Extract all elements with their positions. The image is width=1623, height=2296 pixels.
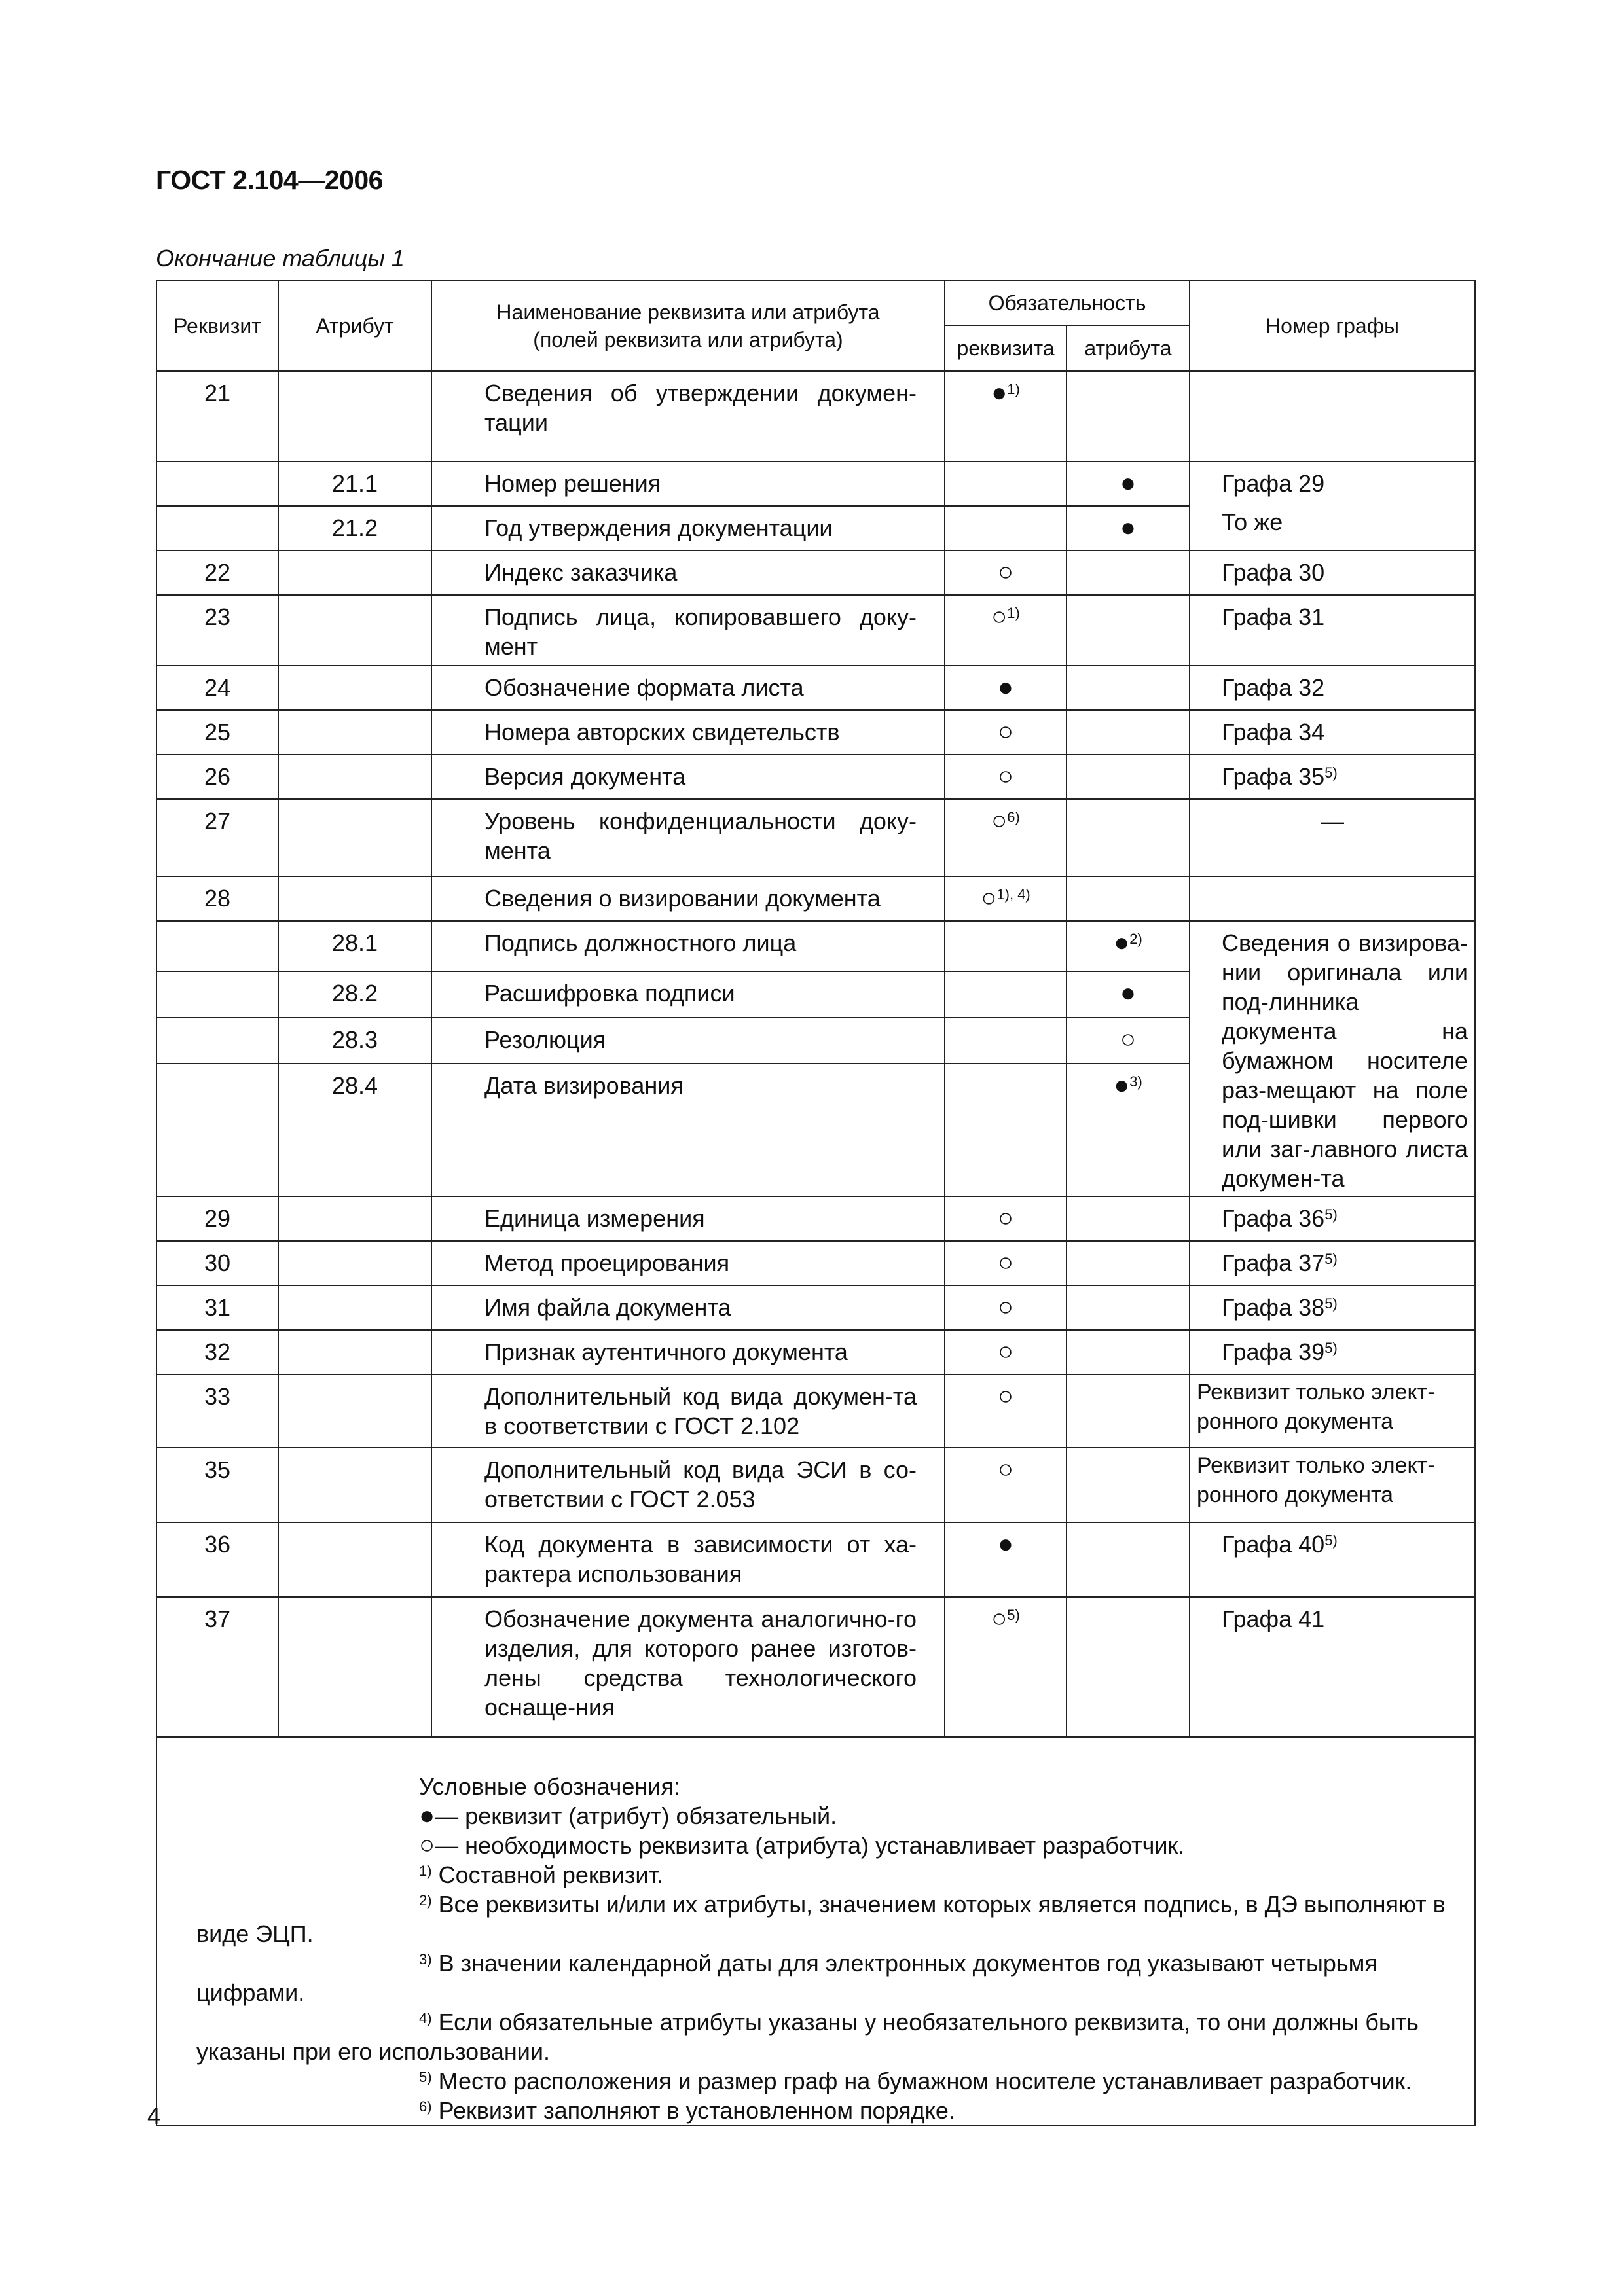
- header-obligation: Обязательность: [945, 281, 1190, 325]
- cell-name: Признак аутентичного документа: [431, 1330, 945, 1374]
- cell-graph: Реквизит только элект-ронного документа: [1190, 1374, 1475, 1448]
- legend: [156, 1737, 1475, 2126]
- cell-mark-atribut: [1067, 1241, 1190, 1285]
- cell-rekvizit: 33: [156, 1374, 278, 1448]
- cell-rekvizit: 27: [156, 799, 278, 876]
- cell-mark-rekvizit: [945, 755, 1067, 799]
- cell-mark-atribut: [1067, 550, 1190, 595]
- table-row: [156, 1330, 1475, 1374]
- cell-mark-rekvizit: [945, 1330, 1067, 1374]
- cell-name: Код документа в зависимости от ха-рактера использования: [431, 1522, 945, 1597]
- cell-mark-atribut: [1067, 1196, 1190, 1241]
- cell-mark-rekvizit: [945, 1448, 1067, 1522]
- legend-note: $^{5)}$ Место расположения и размер граф на бумажном носителе устанавливает разработчик.: [419, 2068, 1412, 2094]
- table-row: [156, 1196, 1475, 1241]
- cell-mark-rekvizit: [945, 666, 1067, 710]
- cell-graph-merged: Сведения о визирова-нии оригинала или под-линника документа на бумажном носителе раз-мещают на поле под-шивки первого или заг-лавного листа докумен-та: [1190, 921, 1475, 1196]
- cell-rekvizit: 35: [156, 1448, 278, 1522]
- empty-circle-icon: ○: [997, 1248, 1014, 1277]
- cell-atribut: [278, 1285, 431, 1330]
- cell-mark-atribut: ●$^{2)}$: [1067, 921, 1190, 971]
- cell-rekvizit: 22: [156, 550, 278, 595]
- legend-note: $^{2)}$ Все реквизиты и/или их атрибуты, значением которых является подпись, в ДЭ выполняют в виде ЭЦП.: [196, 1891, 1446, 1947]
- cell-mark-rekvizit: [945, 550, 1067, 595]
- cell-graph: Графа 36$^{5)}$: [1190, 1196, 1475, 1241]
- cell-mark-atribut: [1067, 595, 1190, 666]
- cell-mark-atribut: [1067, 1597, 1190, 1737]
- requisites-table: [156, 280, 1476, 2126]
- cell-name: Расшифровка подписи: [431, 971, 945, 1018]
- filled-circle-icon: ●: [1120, 513, 1137, 542]
- cell-atribut: [278, 799, 431, 876]
- cell-mark-atribut: [1067, 1374, 1190, 1448]
- empty-circle-icon: ○: [997, 1293, 1014, 1321]
- cell-mark-rekvizit: [945, 1374, 1067, 1448]
- cell-mark-atribut: ●$^{3)}$: [1067, 1064, 1190, 1196]
- cell-mark-rekvizit: ○$^{1), 4)}$: [945, 876, 1067, 921]
- table-row: [156, 710, 1475, 755]
- cell-graph: Графа 29 То же: [1190, 461, 1475, 550]
- cell-atribut: [278, 1196, 431, 1241]
- table-row: [156, 371, 1475, 461]
- cell-atribut: [278, 1597, 431, 1737]
- filled-circle-icon: ●: [997, 1530, 1014, 1558]
- cell-atribut: 28.2: [278, 971, 431, 1018]
- cell-rekvizit: 32: [156, 1330, 278, 1374]
- header-ob-atribut: атрибута: [1067, 325, 1190, 371]
- page-number: 4: [147, 2102, 161, 2129]
- cell-graph: Графа 31: [1190, 595, 1475, 666]
- cell-mark-atribut: [1067, 506, 1190, 550]
- cell-atribut: [278, 710, 431, 755]
- empty-circle-icon: ○: [997, 1455, 1014, 1484]
- cell-name: Сведения об утверждении докумен-тации: [431, 371, 945, 461]
- empty-circle-icon: ○: [419, 1831, 435, 1859]
- cell-name: Сведения о визировании документа: [431, 876, 945, 921]
- header-graph: Номер графы: [1190, 281, 1475, 371]
- cell-mark-rekvizit: [945, 461, 1067, 506]
- cell-name: Единица измерения: [431, 1196, 945, 1241]
- empty-circle-icon: ○: [991, 806, 1008, 835]
- cell-name: Номера авторских свидетельств: [431, 710, 945, 755]
- legend-note: $^{1)}$ Составной реквизит.: [419, 1861, 663, 1888]
- table-row: [156, 1522, 1475, 1597]
- filled-circle-icon: ●: [1120, 978, 1137, 1008]
- cell-rekvizit: 23: [156, 595, 278, 666]
- cell-rekvizit: [156, 921, 278, 971]
- cell-mark-rekvizit: [945, 1018, 1067, 1064]
- cell-mark-rekvizit: ○$^{1)}$: [945, 595, 1067, 666]
- cell-mark-rekvizit: [945, 1241, 1067, 1285]
- cell-mark-atribut: [1067, 461, 1190, 506]
- cell-atribut: [278, 595, 431, 666]
- cell-mark-atribut: [1067, 876, 1190, 921]
- cell-name: Номер решения: [431, 461, 945, 506]
- header-name: Наименование реквизита или атрибута (полей реквизита или атрибута): [431, 281, 945, 371]
- table-row: [156, 1448, 1475, 1522]
- cell-atribut: [278, 1448, 431, 1522]
- cell-atribut: [278, 666, 431, 710]
- cell-graph: Графа 34: [1190, 710, 1475, 755]
- cell-mark-rekvizit: [945, 921, 1067, 971]
- table-caption: Окончание таблицы 1: [156, 245, 405, 272]
- cell-atribut: [278, 1241, 431, 1285]
- table-row: [156, 1597, 1475, 1737]
- cell-graph: [1190, 371, 1475, 461]
- empty-circle-icon: ○: [981, 884, 997, 912]
- cell-rekvizit: [156, 506, 278, 550]
- cell-atribut: 21.1: [278, 461, 431, 506]
- empty-circle-icon: ○: [997, 717, 1014, 746]
- cell-mark-atribut: [1067, 666, 1190, 710]
- cell-name: Версия документа: [431, 755, 945, 799]
- cell-mark-rekvizit: [945, 1522, 1067, 1597]
- table-row: [156, 1241, 1475, 1285]
- filled-circle-icon: ●: [1114, 1071, 1130, 1100]
- cell-graph: Графа 41: [1190, 1597, 1475, 1737]
- cell-mark-rekvizit: ○$^{5)}$: [945, 1597, 1067, 1737]
- cell-rekvizit: 24: [156, 666, 278, 710]
- cell-graph: Графа 38$^{5)}$: [1190, 1285, 1475, 1330]
- cell-name: Уровень конфиденциальности доку-мента: [431, 799, 945, 876]
- cell-name: Метод проецирования: [431, 1241, 945, 1285]
- cell-rekvizit: 29: [156, 1196, 278, 1241]
- header-ob-rekvizit: реквизита: [945, 325, 1067, 371]
- empty-circle-icon: ○: [997, 1382, 1014, 1410]
- filled-circle-icon: ●: [1114, 928, 1130, 957]
- cell-mark-rekvizit: [945, 1196, 1067, 1241]
- empty-circle-icon: ○: [997, 762, 1014, 791]
- cell-atribut: [278, 1522, 431, 1597]
- legend-note: $^{6)}$ Реквизит заполняют в установленном порядке.: [419, 2097, 955, 2124]
- cell-atribut: 28.4: [278, 1064, 431, 1196]
- table-row: [156, 1285, 1475, 1330]
- cell-rekvizit: 21: [156, 371, 278, 461]
- cell-atribut: [278, 1374, 431, 1448]
- table-row: [156, 550, 1475, 595]
- cell-mark-rekvizit: [945, 1064, 1067, 1196]
- cell-name: Дополнительный код вида докумен-та в соответствии с ГОСТ 2.102: [431, 1374, 945, 1448]
- filled-circle-icon: ●: [997, 673, 1014, 702]
- cell-atribut: [278, 755, 431, 799]
- cell-atribut: 21.2: [278, 506, 431, 550]
- table-row: [156, 595, 1475, 666]
- cell-atribut: 28.1: [278, 921, 431, 971]
- cell-name: Индекс заказчика: [431, 550, 945, 595]
- cell-name: Подпись лица, копировавшего доку-мент: [431, 595, 945, 666]
- cell-name: Имя файла документа: [431, 1285, 945, 1330]
- header-atribut: Атрибут: [278, 281, 431, 371]
- cell-graph: —: [1190, 799, 1475, 876]
- empty-circle-icon: ○: [997, 1337, 1014, 1366]
- cell-mark-atribut: [1067, 1285, 1190, 1330]
- cell-name: Обозначение формата листа: [431, 666, 945, 710]
- cell-mark-atribut: [1067, 1522, 1190, 1597]
- cell-rekvizit: 31: [156, 1285, 278, 1330]
- cell-rekvizit: 30: [156, 1241, 278, 1285]
- cell-mark-rekvizit: ○$^{6)}$: [945, 799, 1067, 876]
- cell-name: Год утверждения документации: [431, 506, 945, 550]
- cell-graph: Графа 35$^{5)}$: [1190, 755, 1475, 799]
- cell-rekvizit: [156, 1064, 278, 1196]
- cell-atribut: [278, 1330, 431, 1374]
- cell-mark-atribut: [1067, 1330, 1190, 1374]
- cell-name: Резолюция: [431, 1018, 945, 1064]
- cell-mark-atribut: [1067, 1448, 1190, 1522]
- cell-atribut: 28.3: [278, 1018, 431, 1064]
- cell-mark-rekvizit: ●$^{1)}$: [945, 371, 1067, 461]
- empty-circle-icon: ○: [1120, 1024, 1137, 1054]
- table-row: [156, 755, 1475, 799]
- header-rekvizit: Реквизит: [156, 281, 278, 371]
- cell-name: Дополнительный код вида ЭСИ в со-ответствии с ГОСТ 2.053: [431, 1448, 945, 1522]
- filled-circle-icon: ●: [1120, 469, 1137, 497]
- legend-note: $^{3)}$ В значении календарной даты для электронных документов год указывают четырьмя цифрами.: [196, 1950, 1377, 2006]
- cell-mark-rekvizit: [945, 506, 1067, 550]
- empty-circle-icon: ○: [991, 602, 1008, 631]
- cell-graph: Графа 30: [1190, 550, 1475, 595]
- cell-rekvizit: 25: [156, 710, 278, 755]
- cell-rekvizit: 26: [156, 755, 278, 799]
- legend-notes: [196, 1860, 1465, 2125]
- cell-graph: Графа 40$^{5)}$: [1190, 1522, 1475, 1597]
- cell-mark-atribut: [1067, 371, 1190, 461]
- table-row: [156, 1374, 1475, 1448]
- table-row: [156, 461, 1475, 506]
- cell-atribut: [278, 876, 431, 921]
- legend-title: Условные обозначения:: [419, 1773, 680, 1800]
- empty-circle-icon: ○: [997, 558, 1014, 586]
- cell-graph: Реквизит только элект-ронного документа: [1190, 1448, 1475, 1522]
- cell-name: Подпись должностного лица: [431, 921, 945, 971]
- cell-mark-rekvizit: [945, 971, 1067, 1018]
- cell-graph: Графа 39$^{5)}$: [1190, 1330, 1475, 1374]
- filled-circle-icon: ●: [419, 1801, 435, 1830]
- table-row: [156, 921, 1475, 971]
- cell-name: Обозначение документа аналогично-го изделия, для которого ранее изготов-лены средства технологического оснаще-ния: [431, 1597, 945, 1737]
- cell-atribut: [278, 550, 431, 595]
- table-row: [156, 799, 1475, 876]
- cell-rekvizit: [156, 971, 278, 1018]
- legend-note: $^{4)}$ Если обязательные атрибуты указаны у необязательного реквизита, то они должны быть указаны при его использовании.: [196, 2009, 1419, 2065]
- cell-name: Дата визирования: [431, 1064, 945, 1196]
- cell-rekvizit: 28: [156, 876, 278, 921]
- table-row: [156, 876, 1475, 921]
- cell-mark-rekvizit: [945, 710, 1067, 755]
- empty-circle-icon: ○: [991, 1604, 1008, 1633]
- cell-rekvizit: 37: [156, 1597, 278, 1737]
- filled-circle-icon: ●: [991, 378, 1008, 407]
- cell-graph: [1190, 876, 1475, 921]
- cell-rekvizit: [156, 461, 278, 506]
- cell-mark-rekvizit: [945, 1285, 1067, 1330]
- cell-graph: Графа 32: [1190, 666, 1475, 710]
- cell-mark-atribut: [1067, 971, 1190, 1018]
- cell-mark-atribut: [1067, 755, 1190, 799]
- cell-graph: Графа 37$^{5)}$: [1190, 1241, 1475, 1285]
- cell-rekvizit: [156, 1018, 278, 1064]
- cell-atribut: [278, 371, 431, 461]
- legend-empty: ○— необходимость реквизита (атрибута) устанавливает разработчик.: [419, 1831, 1185, 1859]
- cell-mark-atribut: [1067, 710, 1190, 755]
- cell-mark-atribut: [1067, 799, 1190, 876]
- legend-filled: ●— реквизит (атрибут) обязательный.: [419, 1801, 837, 1830]
- empty-circle-icon: ○: [997, 1204, 1014, 1232]
- cell-mark-atribut: [1067, 1018, 1190, 1064]
- table-row: [156, 666, 1475, 710]
- cell-rekvizit: 36: [156, 1522, 278, 1597]
- document-header: ГОСТ 2.104—2006: [156, 165, 383, 195]
